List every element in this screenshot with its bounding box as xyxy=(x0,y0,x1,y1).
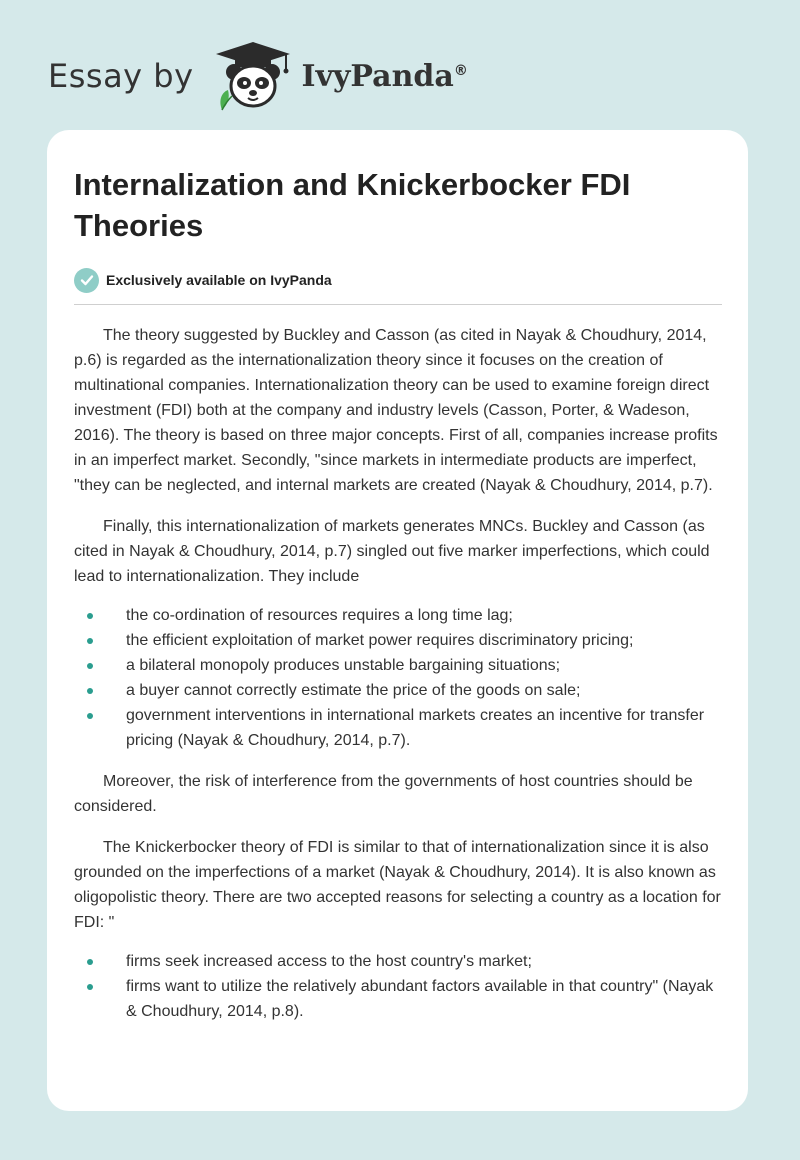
bullet-icon xyxy=(87,613,93,619)
paragraph-2: Finally, this internationalization of markets generates MNCs. Buckley and Casson (as cited in Nayak & Choudhury, 2014, p.7) singled out five marker imperfections, which could lead to internationalization. They include xyxy=(74,518,710,585)
list-item xyxy=(74,949,722,974)
list-item-text: firms seek increased access to the host country's market; xyxy=(126,953,532,970)
divider xyxy=(74,304,722,305)
list-item xyxy=(74,678,722,703)
list-item xyxy=(74,974,722,1024)
bullet-icon xyxy=(87,688,93,694)
bullet-icon xyxy=(87,984,93,990)
essay-card xyxy=(47,130,748,1111)
list-item-text: a buyer cannot correctly estimate the price of the goods on sale; xyxy=(126,682,581,699)
paragraph-4: The Knickerbocker theory of FDI is similar to that of internationalization since it is also grounded on the imperfections of a market (Nayak & Choudhury, 2014). It is also known as oligopolistic theory. There are two accepted reasons for selecting a country as a location for FDI: " xyxy=(74,839,721,931)
badge-label: Exclusively available on IvyPanda xyxy=(106,272,332,288)
bullet-icon xyxy=(87,713,93,719)
list-item xyxy=(74,703,722,753)
essay-by-label: Essay by xyxy=(48,57,194,95)
check-icon xyxy=(74,268,99,293)
bullet-icon xyxy=(87,638,93,644)
exclusive-badge xyxy=(74,266,722,294)
registered-mark: ® xyxy=(453,62,468,79)
ivypanda-logo-icon[interactable] xyxy=(208,40,298,112)
list-item-text: a bilateral monopoly produces unstable bargaining situations; xyxy=(126,657,561,674)
page-title: Internalization and Knickerbocker FDI Theories xyxy=(74,167,631,243)
site-header xyxy=(48,36,468,116)
list-item xyxy=(74,653,722,678)
list-item-text: the efficient exploitation of market power requires discriminatory pricing; xyxy=(126,632,634,649)
list-item-text: firms want to utilize the relatively abundant factors available in that country" (Nayak & Choudhury, 2014, p.8). xyxy=(126,978,714,1020)
list-item-text: government interventions in international markets creates an incentive for transfer pricing (Nayak & Choudhury, 2014, p.7). xyxy=(126,707,705,749)
bullet-icon xyxy=(87,663,93,669)
paragraph-3: Moreover, the risk of interference from the governments of host countries should be considered. xyxy=(74,773,693,815)
brand-name[interactable] xyxy=(302,59,468,94)
paragraph-1: The theory suggested by Buckley and Casson (as cited in Nayak & Choudhury, 2014, p.6) is regarded as the internationalization theory since it focuses on the creation of multinational companies. Internationalization theory can be used to examine foreign direct investment (FDI) both at the company and industry levels (Casson, Porter, & Wadeson, 2016). The theory is based on three major concepts. First of all, companies increase profits in an imperfect market. Secondly, "since markets in intermediate products are imperfect, "they can be neglected, and internal markets are created (Nayak & Choudhury, 2014, p.7). xyxy=(74,327,718,494)
reasons-list xyxy=(74,949,722,1024)
brand-label: IvyPanda xyxy=(301,58,454,94)
bullet-icon xyxy=(87,959,93,965)
imperfections-list xyxy=(74,603,722,753)
list-item xyxy=(74,628,722,653)
list-item-text: the co-ordination of resources requires a long time lag; xyxy=(126,607,513,624)
list-item xyxy=(74,603,722,628)
